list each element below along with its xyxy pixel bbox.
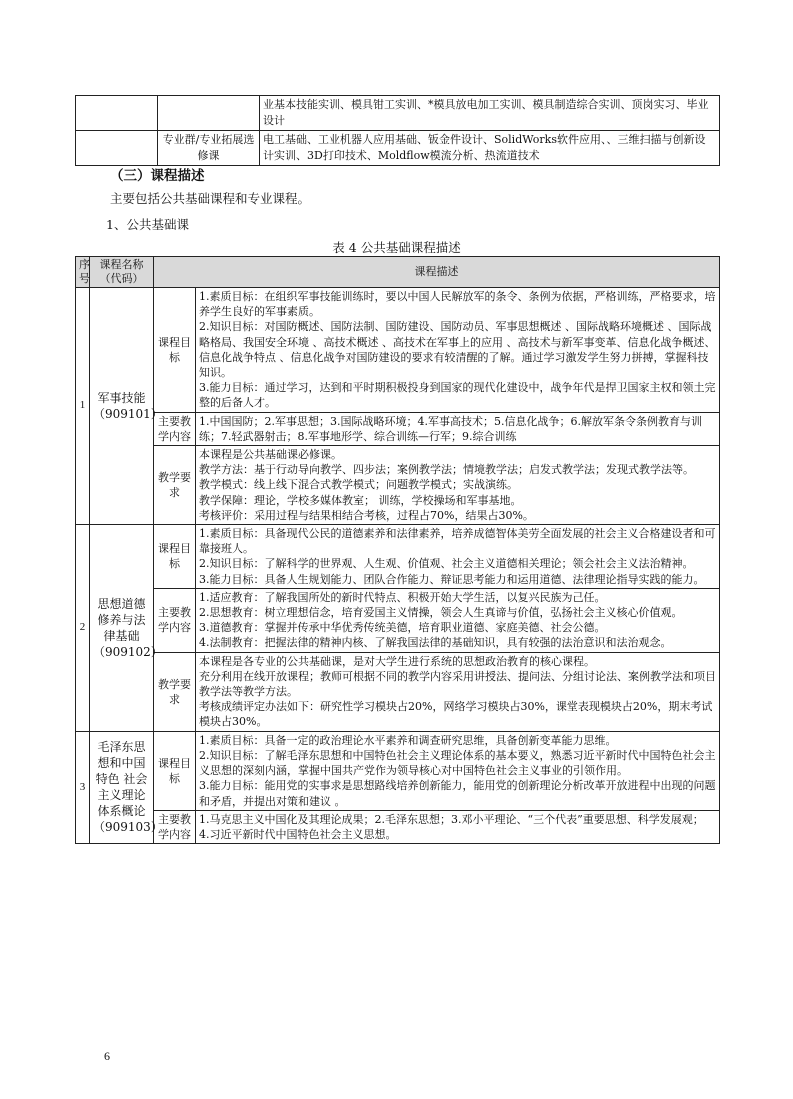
row-description: [196, 810, 720, 843]
course-name: 思想道德修养与法律基础（909102）: [90, 525, 154, 732]
row-description: [196, 412, 720, 445]
table-row: [76, 446, 720, 525]
description-line: 1.中国国防；2.军事思想；3.国际战略环境；4.军事高技术；5.信息化战争；6.解放军条令条例教育与训练；7.轻武器射击；8.军事地形学、综合训练—行军；9.综合训练: [199, 414, 702, 443]
table-caption: 表 4 公共基础课程描述: [332, 240, 461, 255]
description-line: 本课程是公共基础课必修课。: [199, 448, 342, 462]
table-row: [76, 412, 720, 445]
description-line: 2.知识目标：对国防概述、国防法制、国防建设、国防动员、军事思想概述 、国际战略环境概述 、国际战略格局、我国安全环境 、高技术概述 、高技术在军事上的应用 、高技术与新军事变革、信息化战争概述、信息化战争特点 、信息化战争对国防建设的要求有较清醒的了解。通过学习激发学生努力拼搏，掌握科技知识。: [199, 320, 716, 380]
empty-cell: [76, 96, 158, 131]
subsection-heading: 1、公共基础课: [106, 217, 189, 232]
header-no: 序号: [76, 257, 90, 288]
page-number: 6: [104, 1049, 110, 1063]
row-description: [196, 652, 720, 731]
empty-cell: [158, 96, 260, 131]
header-desc: 课程描述: [154, 257, 720, 288]
intro-paragraph: 主要包括公共基础课程和专业课程。: [110, 191, 311, 206]
row-category-label: 教学要求: [154, 446, 196, 525]
description-line: 3.能力目标：具备人生规划能力、团队合作能力、辩证思考能力和运用道德、法律理论指导实践的能力。: [199, 572, 705, 586]
course-name: 毛泽东思想和中国特色 社会主义理论体系概论（909103）: [90, 731, 154, 843]
category-label: 专业群/专业拓展选修课: [158, 131, 260, 166]
row-description: [196, 446, 720, 525]
description-line: 2.知识目标：了解毛泽东思想和中国特色社会主义理论体系的基本要义，熟悉习近平新时代中国特色社会主义思想的深刻内涵，掌握中国共产党作为领导核心对中国特色社会主义事业的引领作用。: [199, 748, 716, 778]
table-header-row: [76, 257, 720, 288]
row-category-label: 课程目标: [154, 731, 196, 810]
header-name: 课程名称（代码）: [90, 257, 154, 288]
table-row: [76, 525, 720, 589]
description-line: 考核成绩评定办法如下：研究性学习模块占20%，网络学习模块占30%，课堂表现模块占20%，期末考试模块占30%。: [199, 700, 713, 729]
table-row: [76, 131, 720, 166]
row-category-label: 课程目标: [154, 288, 196, 413]
row-category-label: 主要教学内容: [154, 412, 196, 445]
description-line: 2.知识目标：了解科学的世界观、人生观、价值观、社会主义道德相关理论；领会社会主义法治精神。: [199, 557, 694, 571]
row-category-label: 主要教学内容: [154, 810, 196, 843]
course-list-cell: 业基本技能实训、模具钳工实训、*模具放电加工实训、模具制造综合实训、顶岗实习、毕业设计: [260, 96, 720, 131]
table-row: [76, 731, 720, 810]
description-line: 1.适应教育：了解我国所处的新时代特点、积极开始大学生活，以复兴民族为己任。: [199, 590, 606, 604]
description-line: 1.马克思主义中国化及其理论成果；2.毛泽东思想；3.邓小平理论、“三个代表”重要思想、科学发展观； 4.习近平新时代中国特色社会主义思想。: [199, 812, 704, 841]
table-row: [76, 288, 720, 413]
course-description-table: [75, 256, 720, 844]
description-line: 充分利用在线开放课程；教师可根据不同的教学内容采用讲授法、提问法、分组讨论法、案例教学法和项目教学法等教学方法。: [199, 669, 716, 699]
description-line: 教学方法：基于行动导向教学、四步法；案例教学法；情境教学法；启发式教学法；发现式教学法等。: [199, 463, 694, 477]
description-line: 2.思想教育：树立理想信念，培育爱国主义情操，领会人生真谛与价值，弘扬社会主义核心价值观。: [199, 606, 683, 620]
description-line: 3.能力目标：能用党的实事求是思想路线培养创新能力，能用党的创新理论分析改革开放进程中出现的问题和矛盾，并提出对策和建议 。: [199, 779, 716, 808]
description-line: 考核评价：采用过程与结果相结合考核，过程占70%，结果占30%。: [199, 508, 534, 522]
description-line: 1.素质目标：在组织军事技能训练时，要以中国人民解放军的条令、条例为依据，严格训练，严格要求，培养学生良好的军事素质。: [199, 290, 716, 319]
row-description: [196, 588, 720, 652]
course-name: 军事技能（909101）: [90, 288, 154, 525]
description-line: 1.素质目标：具备一定的政治理论水平素养和调查研究思维，具备创新变革能力思维。: [199, 733, 617, 747]
course-number: 2: [76, 525, 90, 732]
description-line: 教学模式：线上线下混合式教学模式；问题教学模式；实战演练。: [199, 478, 518, 492]
row-category-label: 主要教学内容: [154, 588, 196, 652]
description-line: 3.能力目标：通过学习，达到和平时期积极投身到国家的现代化建设中，战争年代是捍卫国家主权和领土完整的后备人才。: [199, 381, 716, 410]
row-description: [196, 288, 720, 413]
description-line: 4.法制教育：把握法律的精神内核、了解我国法律的基础知识，具有较强的法治意识和法治观念。: [199, 636, 672, 650]
table-row: [76, 810, 720, 843]
row-description: [196, 731, 720, 810]
description-line: 1.素质目标：具备现代公民的道德素养和法律素养，培养成德智体美劳全面发展的社会主义合格建设者和可靠接班人。: [199, 527, 716, 556]
course-list-cell: 电工基础、工业机器人应用基础、钣金件设计、SolidWorks软件应用、、三维扫描与创新设计实训、3D打印技术、Moldflow模流分析、热流道技术: [260, 131, 720, 166]
description-line: 教学保障：理论，学校多媒体教室； 训练，学校操场和军事基地。: [199, 493, 522, 507]
description-line: 3.道德教育：掌握并传承中华优秀传统美德，培育职业道德、家庭美德、社会公德。: [199, 621, 606, 635]
row-category-label: 教学要求: [154, 652, 196, 731]
row-description: [196, 525, 720, 589]
course-number: 1: [76, 288, 90, 525]
table-row: [76, 652, 720, 731]
table-row: [76, 588, 720, 652]
description-line: 本课程是各专业的公共基础课，是对大学生进行系统的思想政治教育的核心课程。: [199, 654, 595, 668]
course-number: 3: [76, 731, 90, 843]
program-courses-table: [75, 95, 720, 166]
row-category-label: 课程目标: [154, 525, 196, 589]
empty-cell: [76, 131, 158, 166]
table-row: [76, 96, 720, 131]
section-title: （三）课程描述: [110, 168, 205, 184]
